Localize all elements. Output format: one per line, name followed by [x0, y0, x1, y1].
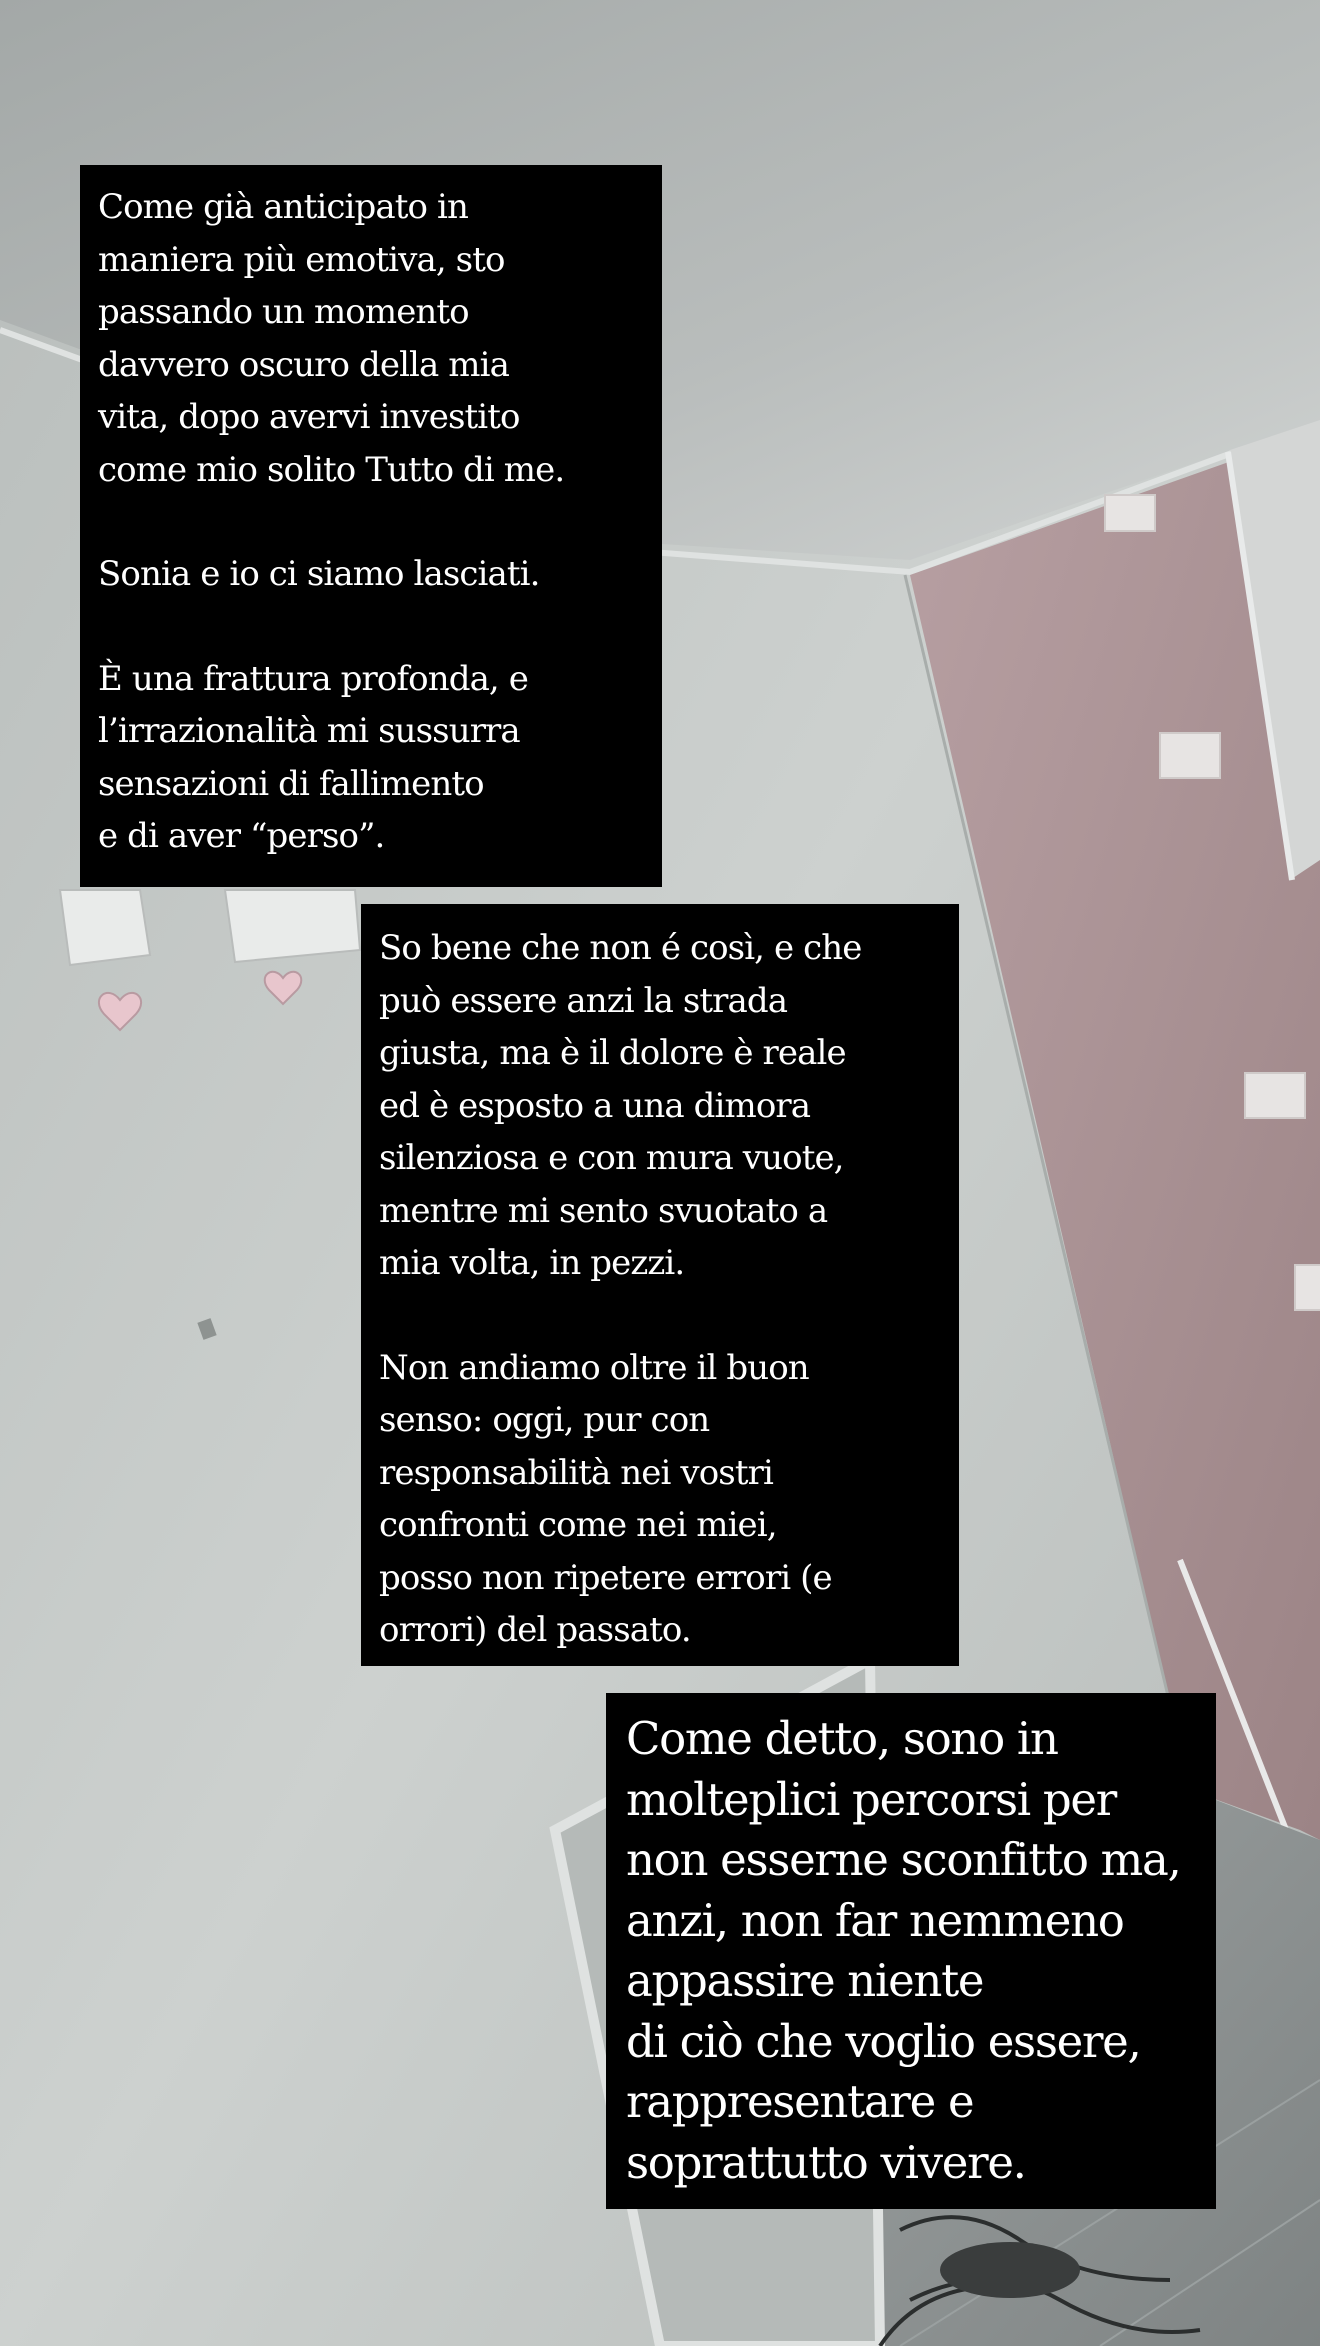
- light-switch: [1245, 1073, 1305, 1118]
- text-box-2-paragraph-1: So bene che non é così, e che può essere anzi la strada giusta, ma è il dolore è reale ed è esposto a una dimora silenziosa e con mura vuote, mentre mi sento svuotato a mia volta, in pezzi.: [379, 928, 862, 1283]
- text-box-1: [80, 165, 662, 887]
- text-box-3-paragraph-1: Come detto, sono in molteplici percorsi per non esserne sconfitto ma, anzi, non far nemmeno appassire niente di ciò che voglio essere, rappresentare e soprattutto vivere.: [626, 1712, 1181, 2189]
- text-box-2: [361, 904, 959, 1666]
- text-box-1-paragraph-3: È una frattura profonda, e l’irrazionalità mi sussurra sensazioni di fallimento e di aver “perso”.: [98, 658, 528, 856]
- light-switch: [1105, 495, 1155, 531]
- text-box-3: [606, 1693, 1216, 2209]
- device: [940, 2242, 1080, 2298]
- text-box-1-paragraph-2: Sonia e io ci siamo lasciati.: [98, 554, 540, 594]
- light-switch: [1295, 1265, 1320, 1310]
- text-box-2-paragraph-2: Non andiamo oltre il buon senso: oggi, pur con responsabilità nei vostri confronti come nei miei, posso non ripetere errori (e orrori) del passato.: [379, 1347, 832, 1650]
- light-switch: [1160, 733, 1220, 778]
- wall-shelf: [225, 890, 360, 962]
- text-box-1-paragraph-1: Come già anticipato in maniera più emotiva, sto passando un momento davvero oscuro della mia vita, dopo avervi investito come mio solito Tutto di me.: [98, 187, 565, 490]
- wall-shelf: [60, 890, 150, 965]
